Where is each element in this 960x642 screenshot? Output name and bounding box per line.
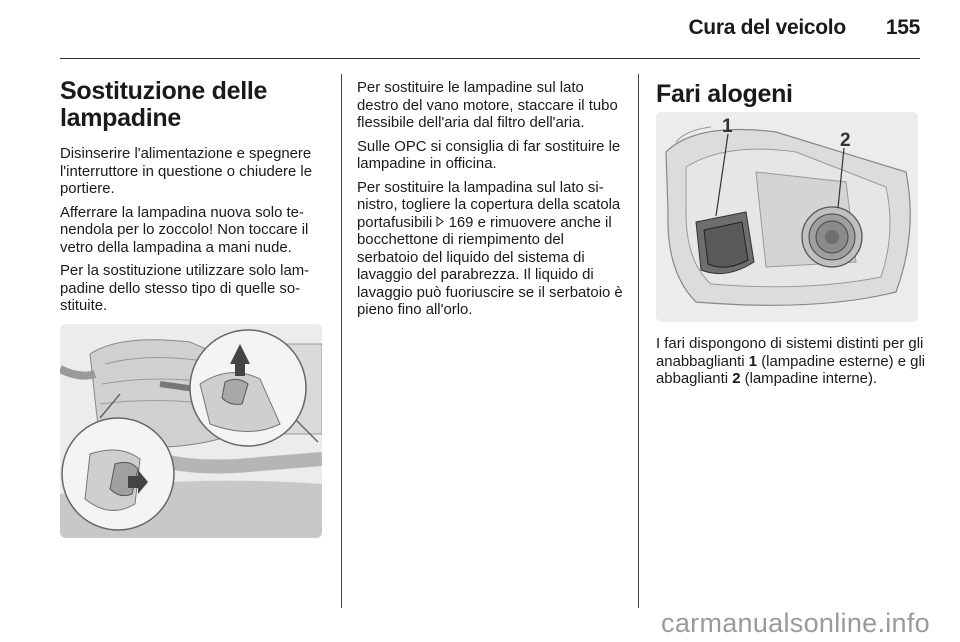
page-number: 155 [885, 16, 920, 39]
column-3-text [656, 336, 926, 395]
headlight-drawing [656, 112, 918, 322]
page-reference-icon [436, 215, 444, 233]
engine-bay-drawing [60, 324, 322, 538]
header-rule [60, 58, 920, 59]
column-1 [60, 78, 328, 322]
page-header [688, 16, 920, 40]
callout-label-1: 1 [722, 116, 733, 137]
section-title: Cura del veicolo [688, 16, 846, 39]
column-divider [638, 74, 639, 608]
section-heading: Fari alogeni [656, 80, 793, 108]
callout-ref-2: 2 [732, 371, 741, 387]
paragraph: Afferrare la lampadina nuova solo tenendola per lo zoccolo! Non toccare il vetro della lampadina a mani nude. [60, 204, 309, 256]
headlight-illustration [656, 112, 918, 322]
paragraph [357, 180, 627, 320]
site-watermark: carmanualsonline.info [661, 608, 930, 638]
column-divider [341, 74, 342, 608]
paragraph: Disinserire l'alimentazione e spegnere l'interruttore in questione o chiudere le portiere. [60, 146, 312, 197]
paragraph-text: Per sostituire la lampadina sul lato sinistro, togliere la copertura della scatola portafusibili [357, 179, 621, 231]
callout-label-2: 2 [840, 130, 851, 151]
paragraph: Per sostituire le lampadine sul lato destro del vano motore, staccare il tubo flessibile dell'aria dal filtro dell'aria. [357, 80, 618, 131]
paragraph-text: 169 e rimuovere anche il bocchettone di riempimento del serbatoio del liquido del sistema di lavaggio del parabrezza. Il liquido di lavaggio può fuoriuscire se il serbatoio è pieno fino all'orlo. [357, 214, 623, 318]
paragraph-text: (lampadine interne). [744, 371, 878, 387]
paragraph: Sulle OPC si consiglia di far sostituire le lampadine in officina. [357, 138, 621, 172]
column-2 [357, 80, 627, 326]
engine-bay-illustration [60, 324, 322, 538]
paragraph: Per la sostituzione utilizzare solo lampadine dello stesso tipo di quelle sostituite. [60, 263, 310, 314]
paragraph-text: (lampadine esterne) e gli abbaglianti [656, 353, 926, 387]
paragraph-text: I fari dispongono di sistemi distinti per gli anabbaglianti [656, 336, 924, 370]
callout-ref-1: 1 [748, 353, 758, 370]
paragraph [656, 336, 926, 389]
section-heading: Sostituzione delle lampadine [60, 77, 268, 132]
